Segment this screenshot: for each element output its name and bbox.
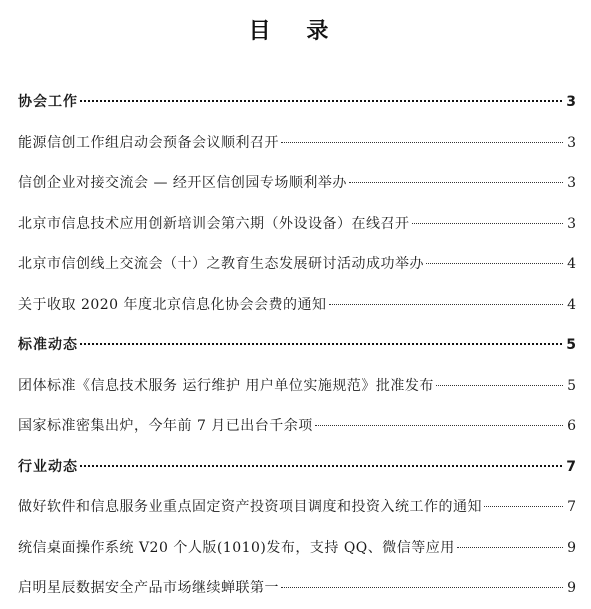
page-title: 目 录: [248, 19, 343, 44]
toc-item-row[interactable]: [18, 285, 576, 326]
toc-page-number: 4: [567, 296, 576, 313]
dot-leader: [80, 343, 562, 345]
toc-page-number: 7: [567, 499, 576, 515]
toc-item-row[interactable]: [18, 528, 576, 569]
toc-section-row[interactable]: [18, 447, 576, 488]
dot-leader: [436, 385, 563, 386]
dot-leader: [315, 425, 563, 426]
toc-page-number: 9: [567, 580, 576, 596]
toc-item-row[interactable]: [18, 406, 576, 447]
toc-section-label: 标准动态: [18, 337, 78, 353]
dot-leader: [80, 465, 562, 467]
toc-item-row[interactable]: [18, 163, 576, 204]
toc-item-row[interactable]: [18, 204, 576, 245]
toc-item-row[interactable]: [18, 123, 576, 164]
toc-item-label: 统信桌面操作系统 V20 个人版(1010)发布，支持 QQ、微信等应用: [18, 539, 455, 556]
toc-page-number: 9: [567, 539, 576, 556]
toc-page-number: 3: [567, 134, 576, 151]
toc-page-number: 5: [566, 337, 576, 353]
toc-section-row[interactable]: [18, 325, 576, 366]
toc-item-label: 国家标准密集出炉，今年前 7 月已出台千余项: [18, 418, 313, 434]
toc-page-number: 7: [566, 458, 576, 475]
toc-page-number: 6: [567, 418, 576, 434]
toc-item-row[interactable]: [18, 244, 576, 285]
table-of-contents: [18, 82, 576, 609]
toc-section-label: 行业动态: [18, 458, 78, 475]
toc-page-number: 5: [567, 377, 576, 394]
toc-item-row[interactable]: [18, 366, 576, 407]
toc-item-label: 关于收取 2020 年度北京信息化协会会费的通知: [18, 296, 327, 313]
toc-page-number: 3: [567, 215, 576, 232]
dot-leader: [329, 304, 564, 305]
dot-leader: [426, 263, 563, 264]
dot-leader: [412, 223, 564, 224]
toc-item-label: 启明星辰数据安全产品市场继续蝉联第一: [18, 580, 279, 596]
toc-page-number: 4: [567, 256, 576, 272]
toc-item-row[interactable]: [18, 568, 576, 609]
dot-leader: [80, 100, 562, 102]
toc-section-row[interactable]: [18, 82, 576, 123]
toc-item-label: 北京市信创线上交流会（十）之教育生态发展研讨活动成功举办: [18, 256, 424, 272]
toc-item-label: 能源信创工作组启动会预备会议顺利召开: [18, 134, 279, 151]
toc-section-label: 协会工作: [18, 94, 78, 110]
dot-leader: [349, 182, 563, 183]
toc-item-label: 做好软件和信息服务业重点固定资产投资项目调度和投资入统工作的通知: [18, 499, 482, 515]
toc-page-number: 3: [567, 175, 576, 191]
dot-leader: [457, 547, 563, 548]
toc-item-label: 信创企业对接交流会 — 经开区信创园专场顺利举办: [18, 175, 347, 191]
toc-item-label: 团体标准《信息技术服务 运行维护 用户单位实施规范》批准发布: [18, 377, 434, 394]
dot-leader: [281, 587, 563, 588]
toc-page-number: 3: [566, 94, 576, 110]
dot-leader: [484, 506, 563, 507]
toc-item-label: 北京市信息技术应用创新培训会第六期（外设设备）在线召开: [18, 215, 410, 232]
dot-leader: [281, 142, 563, 143]
toc-item-row[interactable]: [18, 487, 576, 528]
